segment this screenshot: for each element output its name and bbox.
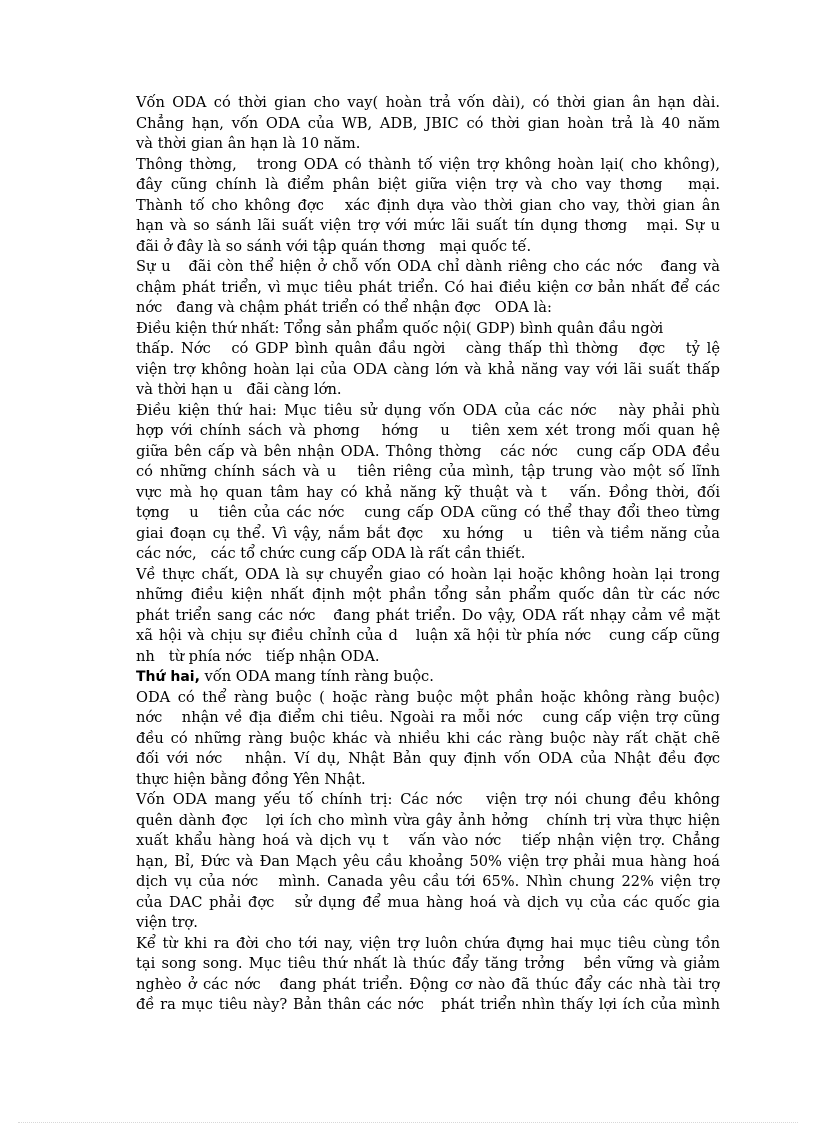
text-line [136,421,720,442]
text-line [136,606,720,627]
text-line [136,667,720,688]
text-line [136,298,720,319]
line-text: quên dành đợc lợi ích cho mình vừa gây ảnh hởng chính trị vừa thực hiện [136,811,720,829]
line-text: vốn ODA mang tính ràng buộc. [199,668,434,685]
text-line [136,380,720,401]
text-line [136,462,720,483]
text-line [136,155,720,176]
line-text: đề ra mục tiêu này? Bản thân các nớc phát triển nhìn thấy lợi ích của mình [136,996,720,1013]
line-text: ODA có thể ràng buộc ( hoặc ràng buộc một phần hoặc không ràng buộc) [136,688,720,706]
text-line [136,893,720,914]
text-line [136,975,720,996]
text-line [136,852,720,873]
line-text: có những chính sách và u tiên riêng của mình, tập trung vào một số lĩnh [136,463,720,480]
line-text: xã hội và chịu sự điều chỉnh của d luận xã hội từ phía nớc cung cấp cũng [136,627,720,644]
line-text: nớc nhận về địa điểm chi tiêu. Ngoài ra mỗi nớc cung cấp viện trợ cũng [136,709,720,726]
line-text: Vốn ODA mang yếu tố chính trị: Các nớc viện trợ nói chung đều không [136,791,720,808]
line-text: hạn và so sánh lãi suất viện trợ với mức lãi suất tín dụng thơng mại. Sự u [136,217,720,234]
line-text: đây cũng chính là điểm phân biệt giữa viện trợ và cho vay thơng mại. [136,176,720,193]
line-text: Thông thờng, trong ODA có thành tố viện trợ không hoàn lại( cho không), [136,155,720,173]
line-text: đãi ở đây là so sánh với tập quán thơng mại quốc tế. [136,237,532,255]
line-text: Điều kiện thứ nhất: Tổng sản phẩm quốc nội( GDP) bình quân đầu ngời [136,319,664,337]
line-text: tợng u tiên của các nớc cung cấp ODA cũng có thể thay đổi theo từng [136,504,720,521]
text-line [136,216,720,237]
line-text: giai đoạn cụ thể. Vì vậy, nắm bắt đợc xu hớng u tiên và tiềm năng của [136,524,720,542]
line-text: thấp. Nớc có GDP bình quân đầu ngời càng thấp thì thờng đợc tỷ lệ [136,340,720,357]
line-text: đối với nớc nhận. Ví dụ, Nhật Bản quy định vốn ODA của Nhật đều đợc [136,750,720,767]
line-text: nớc đang và chậm phát triển có thể nhận đợc ODA là: [136,299,552,316]
line-text: của DAC phải đợc sử dụng để mua hàng hoá và dịch vụ của các quốc gia [136,893,720,911]
line-text: những điều kiện nhất định một phần tổng sản phẩm quốc dân từ các nớc [136,586,720,603]
text-line [136,114,720,135]
line-text: các nớc, các tổ chức cung cấp ODA là rất cần thiết. [136,545,526,562]
line-text: dịch vụ của nớc mình. Canada yêu cầu tới 65%. Nhìn chung 22% viện trợ [136,873,720,890]
text-line [136,237,720,258]
text-line [136,524,720,545]
text-line [136,872,720,893]
text-line [136,954,720,975]
text-line [136,585,720,606]
line-text: hợp với chính sách và phơng hớng u tiên xem xét trong mối quan hệ [136,422,720,439]
text-line [136,749,720,770]
line-text: giữa bên cấp và bên nhận ODA. Thông thờng các nớc cung cấp ODA đều [136,442,720,460]
document-body [136,93,720,1016]
line-text: Kể từ khi ra đời cho tới nay, viện trợ luôn chứa đựng hai mục tiêu cùng tồn [136,934,720,952]
line-text: viện trợ. [136,914,198,931]
line-text: đều có những ràng buộc khác và nhiều khi các ràng buộc này rất chặt chẽ [136,729,720,747]
line-text: tại song song. Mục tiêu thứ nhất là thúc đẩy tăng trởng bền vững và giảm [136,955,720,972]
text-line [136,647,720,668]
line-text: Về thực chất, ODA là sự chuyển giao có hoàn lại hoặc không hoàn lại trong [136,565,720,583]
text-line [136,790,720,811]
text-line [136,196,720,217]
text-line [136,278,720,299]
text-line [136,93,720,114]
text-line [136,175,720,196]
line-text: hạn, Bỉ, Đức và Đan Mạch yêu cầu khoảng 50% viện trợ phải mua hàng hoá [136,852,720,870]
text-line [136,319,720,340]
text-line [136,913,720,934]
line-text: Sự u đãi còn thể hiện ở chỗ vốn ODA chỉ dành riêng cho các nớc đang và [136,258,720,275]
line-text: thực hiện bằng đồng Yên Nhật. [136,770,366,788]
bold-heading-text: Thứ hai, [136,669,200,685]
text-line [136,729,720,750]
line-text: Chẳng hạn, vốn ODA của WB, ADB, JBIC có thời gian hoàn trả là 40 năm [136,114,720,132]
text-line [136,483,720,504]
line-text: và thời gian ân hạn là 10 năm. [136,135,361,152]
line-text: xuất khẩu hàng hoá và dịch vụ t vấn vào nớc tiếp nhận viện trợ. Chẳng [136,832,720,849]
text-line [136,544,720,565]
text-line [136,401,720,422]
line-text: nh từ phía nớc tiếp nhận ODA. [136,647,380,665]
text-line [136,811,720,832]
line-text: Điều kiện thứ hai: Mục tiêu sử dụng vốn ODA của các nớc này phải phù [136,401,720,419]
text-line [136,442,720,463]
text-line [136,688,720,709]
line-text: viện trợ không hoàn lại của ODA càng lớn và khả năng vay với lãi suất thấp [136,360,720,378]
text-line [136,339,720,360]
line-text: Vốn ODA có thời gian cho vay( hoàn trả vốn dài), có thời gian ân hạn dài. [136,94,720,111]
text-line [136,770,720,791]
line-text: phát triển sang các nớc đang phát triển. Do vậy, ODA rất nhạy cảm về mặt [136,606,720,624]
text-line [136,360,720,381]
text-line [136,831,720,852]
text-line [136,257,720,278]
line-text: và thời hạn u đãi càng lớn. [136,381,342,398]
text-line [136,995,720,1016]
text-line [136,626,720,647]
text-line [136,503,720,524]
line-text: nghèo ở các nớc đang phát triển. Động cơ nào đã thúc đẩy các nhà tài trợ [136,975,720,993]
line-text: vực mà họ quan tâm hay có khả năng kỹ thuật và t vấn. Đồng thời, đối [136,483,720,501]
line-text: chậm phát triển, vì mục tiêu phát triển. Có hai điều kiện cơ bản nhất để các [136,278,720,296]
line-text: Thành tố cho không đợc xác định dựa vào thời gian cho vay, thời gian ân [136,196,720,214]
text-line [136,934,720,955]
text-line [136,134,720,155]
text-line [136,565,720,586]
text-line [136,708,720,729]
